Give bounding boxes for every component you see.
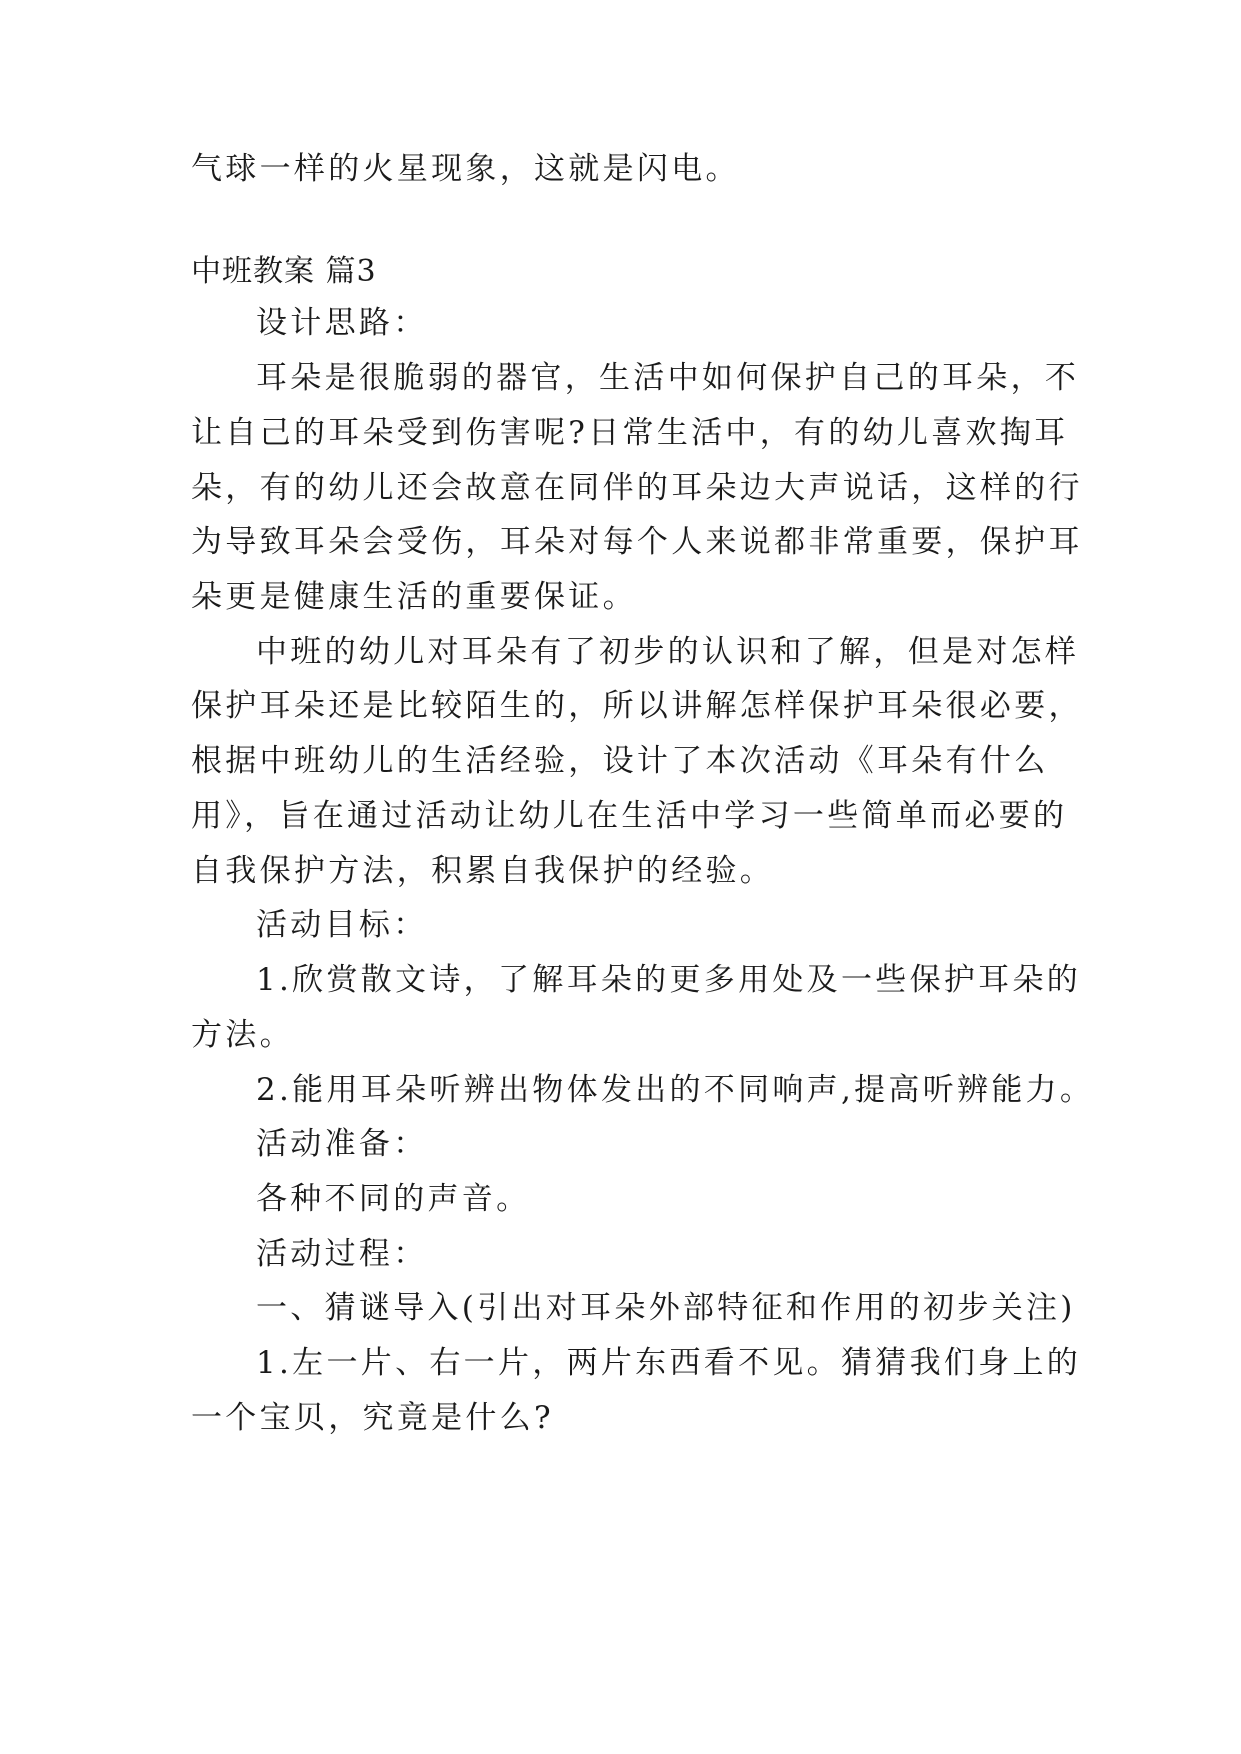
continued-text-line: 气球一样的火星现象，这就是闪电。 <box>191 151 740 187</box>
goal-1-line-2: 方法。 <box>191 1017 294 1053</box>
prep-text: 各种不同的声音。 <box>256 1181 531 1217</box>
riddle-line-2: 一个宝贝，究竟是什么? <box>191 1400 554 1436</box>
goal-heading: 活动目标： <box>256 907 428 943</box>
prep-heading: 活动准备： <box>256 1126 428 1162</box>
design-heading: 设计思路： <box>256 305 428 341</box>
paragraph-1-line-5: 朵更是健康生活的重要保证。 <box>191 579 637 615</box>
process-heading: 活动过程： <box>256 1236 428 1272</box>
paragraph-1-line-2: 让自己的耳朵受到伤害呢?日常生活中，有的幼儿喜欢掏耳 <box>191 415 1069 451</box>
riddle-line-1: 1.左一片、右一片，两片东西看不见。猜猜我们身上的 <box>256 1345 1082 1381</box>
goal-2: 2.能用耳朵听辨出物体发出的不同响声,提高听辨能力。 <box>256 1072 1095 1108</box>
step-1: 一、猜谜导入(引出对耳朵外部特征和作用的初步关注) <box>256 1290 1076 1326</box>
paragraph-1-line-4: 为导致耳朵会受伤，耳朵对每个人来说都非常重要，保护耳 <box>191 524 1083 560</box>
paragraph-2-line-3: 根据中班幼儿的生活经验，设计了本次活动《耳朵有什么 <box>191 743 1049 779</box>
paragraph-1-line-3: 朵，有的幼儿还会故意在同伴的耳朵边大声说话，这样的行 <box>191 470 1083 506</box>
paragraph-1-line-1: 耳朵是很脆弱的器官，生活中如何保护自己的耳朵，不 <box>256 360 1080 396</box>
paragraph-2-line-1: 中班的幼儿对耳朵有了初步的认识和了解，但是对怎样 <box>256 634 1080 670</box>
paragraph-2-line-2: 保护耳朵还是比较陌生的，所以讲解怎样保护耳朵很必要， <box>191 688 1083 724</box>
goal-1-line-1: 1.欣赏散文诗，了解耳朵的更多用处及一些保护耳朵的 <box>256 962 1082 998</box>
paragraph-2-line-5: 自我保护方法，积累自我保护的经验。 <box>191 853 775 889</box>
section-title: 中班教案 篇3 <box>191 254 377 289</box>
paragraph-2-line-4: 用》，旨在通过活动让幼儿在生活中学习一些简单而必要的 <box>191 798 1068 834</box>
